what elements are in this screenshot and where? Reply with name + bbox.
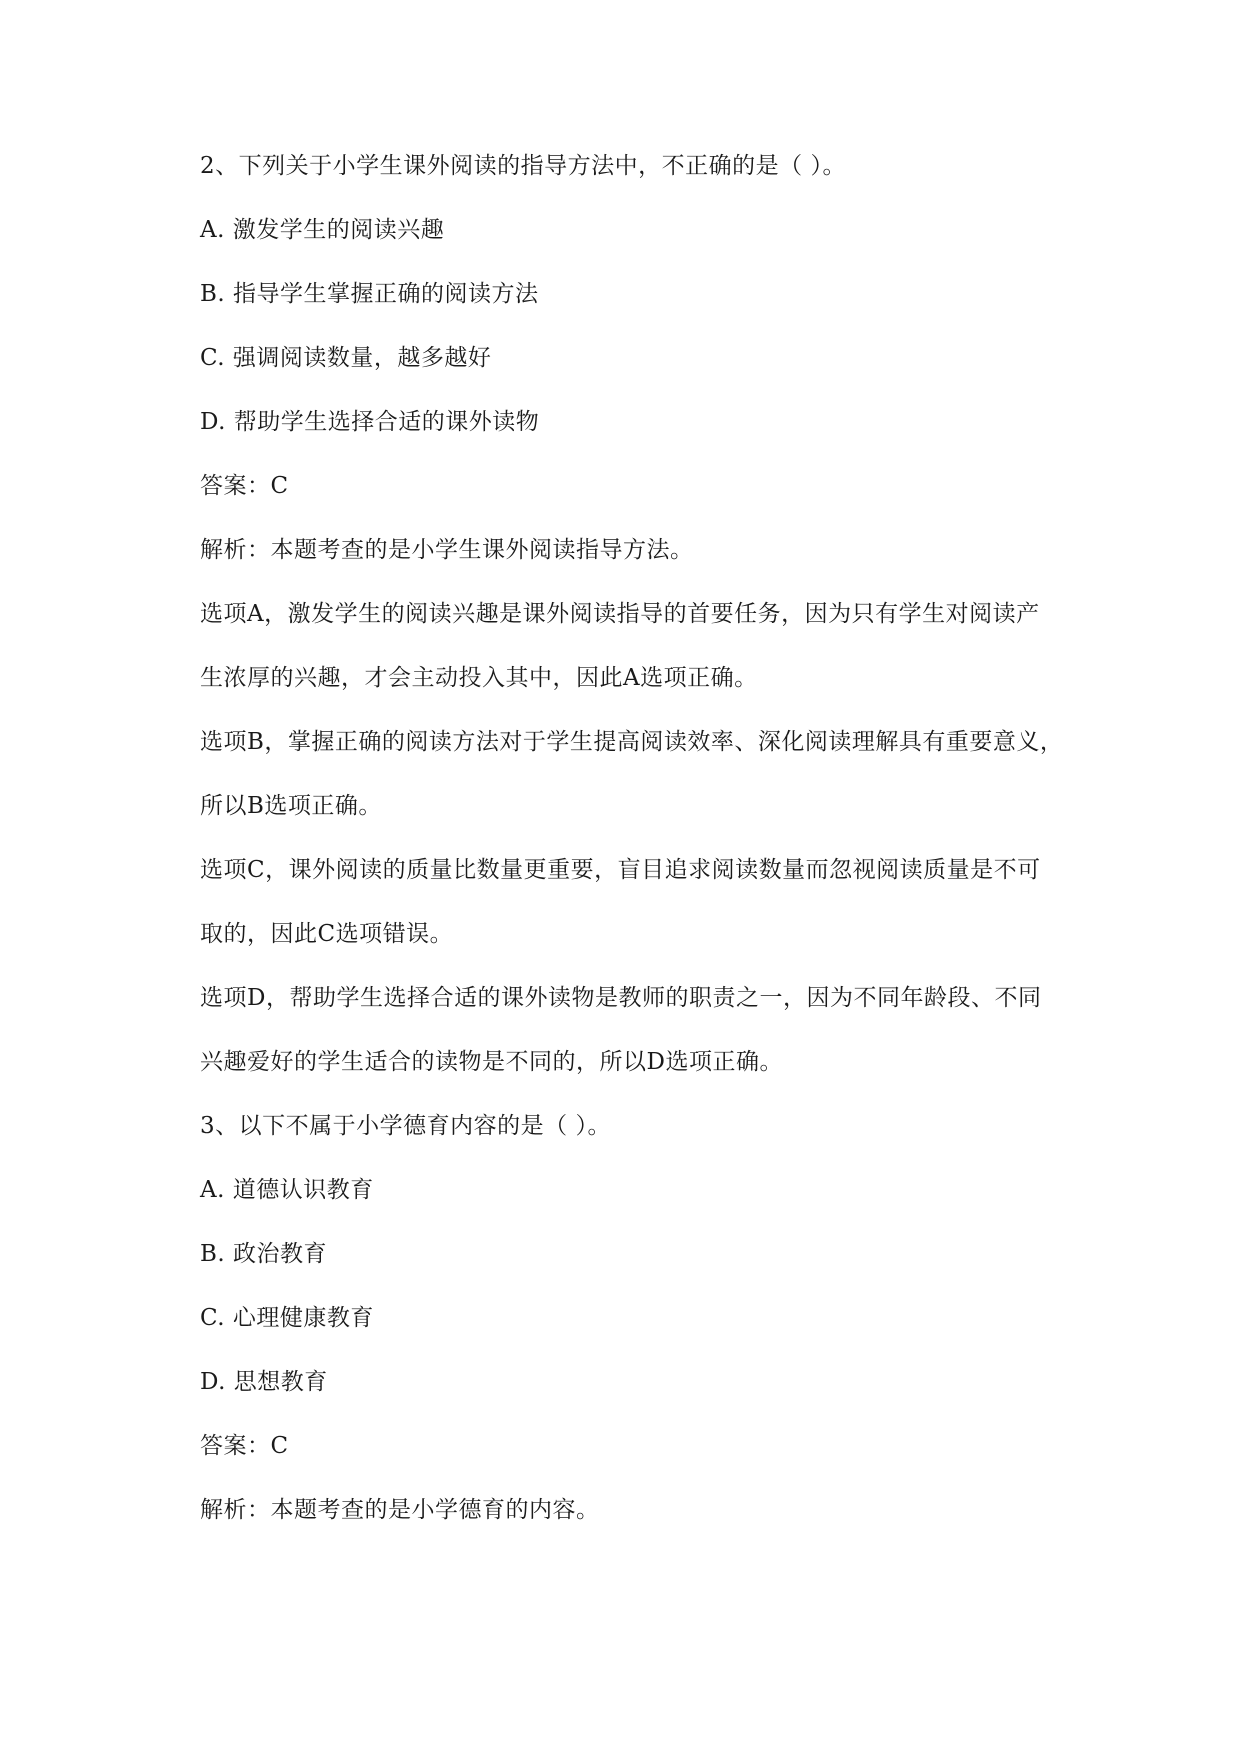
question-2-option-a: A. 激发学生的阅读兴趣 — [200, 217, 445, 243]
question-2-analysis-line: 选项B，掌握正确的阅读方法对于学生提高阅读效率、深化阅读理解具有重要意义， — [200, 729, 1064, 755]
question-3-answer: 答案：C — [200, 1433, 289, 1459]
question-2-option-b: B. 指导学生掌握正确的阅读方法 — [200, 281, 539, 307]
question-2-analysis-line: 选项C，课外阅读的质量比数量更重要，盲目追求阅读数量而忽视阅读质量是不可 — [200, 857, 1041, 883]
question-2-option-c: C. 强调阅读数量，越多越好 — [200, 345, 492, 371]
question-2-analysis-line: 选项D，帮助学生选择合适的课外读物是教师的职责之一，因为不同年龄段、不同 — [200, 985, 1042, 1011]
question-3-text: 3、以下不属于小学德育内容的是（ ）。 — [200, 1113, 611, 1139]
question-2-option-d: D. 帮助学生选择合适的课外读物 — [200, 409, 540, 435]
question-2-text: 2、下列关于小学生课外阅读的指导方法中，不正确的是（ ）。 — [200, 153, 846, 179]
question-2-analysis-line: 选项A，激发学生的阅读兴趣是课外阅读指导的首要任务，因为只有学生对阅读产 — [200, 601, 1040, 627]
question-3-analysis-intro: 解析：本题考查的是小学德育的内容。 — [200, 1497, 600, 1523]
question-3-option-b: B. 政治教育 — [200, 1241, 328, 1267]
question-3-option-c: C. 心理健康教育 — [200, 1305, 374, 1331]
question-3-option-d: D. 思想教育 — [200, 1369, 328, 1395]
question-2-analysis-line: 生浓厚的兴趣，才会主动投入其中，因此A选项正确。 — [200, 665, 758, 691]
question-2-answer: 答案：C — [200, 473, 289, 499]
question-3-option-a: A. 道德认识教育 — [200, 1177, 374, 1203]
question-2-analysis-intro: 解析：本题考查的是小学生课外阅读指导方法。 — [200, 537, 694, 563]
question-2-analysis-line: 所以B选项正确。 — [200, 793, 382, 819]
question-2-analysis-line: 取的，因此C选项错误。 — [200, 921, 454, 947]
question-2-analysis-line: 兴趣爱好的学生适合的读物是不同的，所以D选项正确。 — [200, 1049, 783, 1075]
